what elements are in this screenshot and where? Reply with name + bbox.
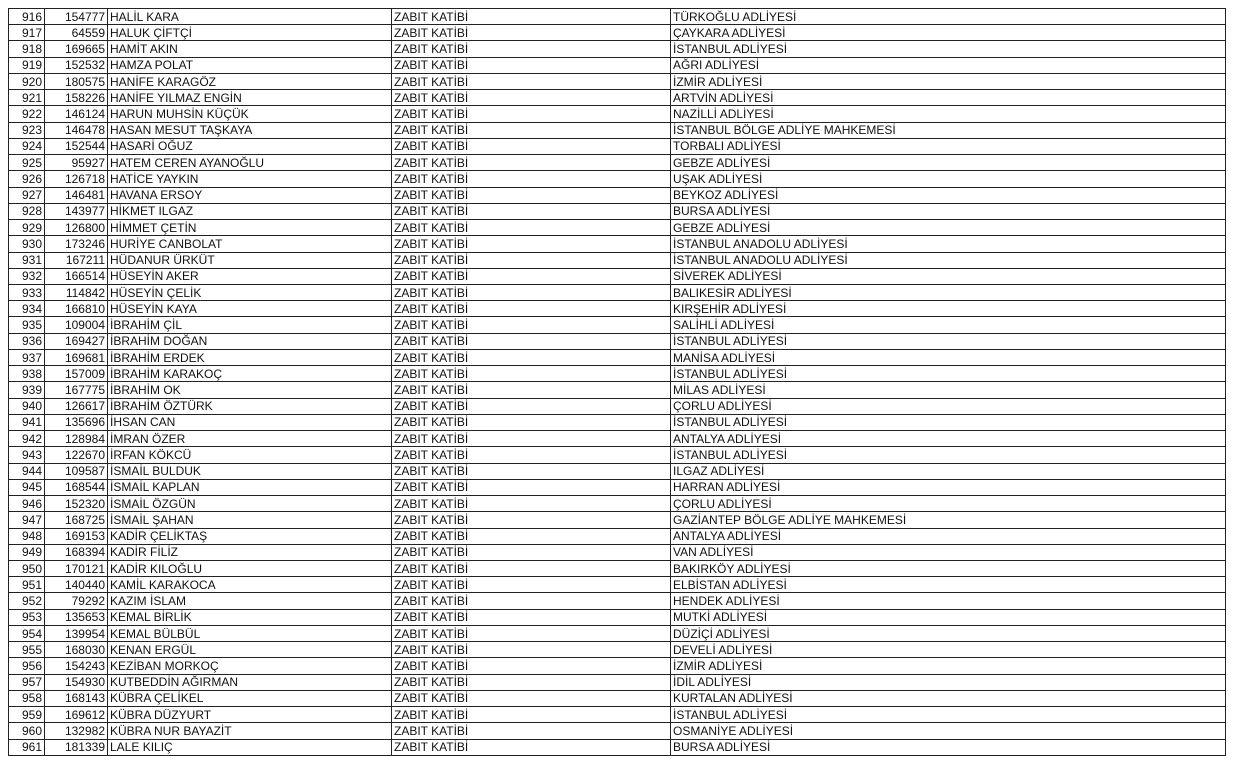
row-number-cell: 938 [9, 366, 45, 382]
registry-number-cell: 168394 [45, 544, 108, 560]
registry-number-cell: 168544 [45, 479, 108, 495]
courthouse-cell: KURTALAN ADLİYESİ [671, 690, 1226, 706]
registry-number-cell: 166810 [45, 301, 108, 317]
courthouse-cell: İSTANBUL ADLİYESİ [671, 414, 1226, 430]
job-title-cell: ZABIT KATİBİ [392, 236, 671, 252]
table-row [9, 57, 1226, 73]
table-row [9, 739, 1226, 755]
row-number-cell: 960 [9, 723, 45, 739]
job-title-cell: ZABIT KATİBİ [392, 642, 671, 658]
job-title-cell: ZABIT KATİBİ [392, 301, 671, 317]
registry-number-cell: 64559 [45, 25, 108, 41]
courthouse-cell: İZMİR ADLİYESİ [671, 73, 1226, 89]
courthouse-cell: GEBZE ADLİYESİ [671, 155, 1226, 171]
table-row [9, 171, 1226, 187]
table-row [9, 317, 1226, 333]
full-name-cell: HÜDANUR ÜRKÜT [108, 252, 392, 268]
row-number-cell: 923 [9, 122, 45, 138]
table-row [9, 73, 1226, 89]
full-name-cell: HÜSEYİN AKER [108, 268, 392, 284]
registry-number-cell: 169153 [45, 528, 108, 544]
registry-number-cell: 173246 [45, 236, 108, 252]
row-number-cell: 959 [9, 707, 45, 723]
row-number-cell: 924 [9, 138, 45, 154]
full-name-cell: HURİYE CANBOLAT [108, 236, 392, 252]
row-number-cell: 953 [9, 609, 45, 625]
courthouse-cell: SİVEREK ADLİYESİ [671, 268, 1226, 284]
job-title-cell: ZABIT KATİBİ [392, 25, 671, 41]
job-title-cell: ZABIT KATİBİ [392, 203, 671, 219]
table-row [9, 220, 1226, 236]
registry-number-cell: 168030 [45, 642, 108, 658]
row-number-cell: 933 [9, 284, 45, 300]
row-number-cell: 947 [9, 512, 45, 528]
courthouse-cell: İSTANBUL ADLİYESİ [671, 41, 1226, 57]
full-name-cell: KENAN ERGÜL [108, 642, 392, 658]
table-row [9, 382, 1226, 398]
courthouse-cell: TÜRKOĞLU ADLİYESİ [671, 9, 1226, 25]
courthouse-cell: ÇORLU ADLİYESİ [671, 496, 1226, 512]
full-name-cell: İHSAN CAN [108, 414, 392, 430]
row-number-cell: 936 [9, 333, 45, 349]
registry-number-cell: 132982 [45, 723, 108, 739]
full-name-cell: KAMİL KARAKOCA [108, 577, 392, 593]
table-body [9, 9, 1226, 756]
table-row [9, 431, 1226, 447]
registry-number-cell: 126617 [45, 398, 108, 414]
job-title-cell: ZABIT KATİBİ [392, 106, 671, 122]
courthouse-cell: OSMANİYE ADLİYESİ [671, 723, 1226, 739]
registry-number-cell: 135653 [45, 609, 108, 625]
table-row [9, 690, 1226, 706]
row-number-cell: 945 [9, 479, 45, 495]
courthouse-cell: BURSA ADLİYESİ [671, 203, 1226, 219]
registry-number-cell: 152320 [45, 496, 108, 512]
registry-number-cell: 181339 [45, 739, 108, 755]
table-row [9, 252, 1226, 268]
courthouse-cell: GEBZE ADLİYESİ [671, 220, 1226, 236]
job-title-cell: ZABIT KATİBİ [392, 496, 671, 512]
registry-number-cell: 143977 [45, 203, 108, 219]
row-number-cell: 926 [9, 171, 45, 187]
courthouse-cell: UŞAK ADLİYESİ [671, 171, 1226, 187]
registry-number-cell: 146124 [45, 106, 108, 122]
table-row [9, 41, 1226, 57]
table-row [9, 447, 1226, 463]
full-name-cell: HÜSEYİN KAYA [108, 301, 392, 317]
job-title-cell: ZABIT KATİBİ [392, 73, 671, 89]
row-number-cell: 957 [9, 674, 45, 690]
row-number-cell: 932 [9, 268, 45, 284]
full-name-cell: KEZİBAN MORKOÇ [108, 658, 392, 674]
job-title-cell: ZABIT KATİBİ [392, 707, 671, 723]
courthouse-cell: İSTANBUL ANADOLU ADLİYESİ [671, 252, 1226, 268]
registry-number-cell: 139954 [45, 625, 108, 641]
job-title-cell: ZABIT KATİBİ [392, 366, 671, 382]
job-title-cell: ZABIT KATİBİ [392, 609, 671, 625]
row-number-cell: 958 [9, 690, 45, 706]
registry-number-cell: 157009 [45, 366, 108, 382]
table-row [9, 301, 1226, 317]
personnel-table [8, 8, 1226, 756]
registry-number-cell: 154243 [45, 658, 108, 674]
full-name-cell: KADİR ÇELİKTAŞ [108, 528, 392, 544]
table-row [9, 658, 1226, 674]
row-number-cell: 948 [9, 528, 45, 544]
row-number-cell: 921 [9, 90, 45, 106]
full-name-cell: HANİFE YILMAZ ENGİN [108, 90, 392, 106]
courthouse-cell: BAKIRKÖY ADLİYESİ [671, 560, 1226, 576]
courthouse-cell: ANTALYA ADLİYESİ [671, 431, 1226, 447]
full-name-cell: KAZIM İSLAM [108, 593, 392, 609]
registry-number-cell: 152532 [45, 57, 108, 73]
row-number-cell: 919 [9, 57, 45, 73]
table-row [9, 122, 1226, 138]
table-row [9, 9, 1226, 25]
courthouse-cell: ELBİSTAN ADLİYESİ [671, 577, 1226, 593]
job-title-cell: ZABIT KATİBİ [392, 284, 671, 300]
registry-number-cell: 109587 [45, 463, 108, 479]
job-title-cell: ZABIT KATİBİ [392, 382, 671, 398]
courthouse-cell: BURSA ADLİYESİ [671, 739, 1226, 755]
table-row [9, 496, 1226, 512]
courthouse-cell: ANTALYA ADLİYESİ [671, 528, 1226, 544]
courthouse-cell: MANİSA ADLİYESİ [671, 349, 1226, 365]
row-number-cell: 943 [9, 447, 45, 463]
job-title-cell: ZABIT KATİBİ [392, 544, 671, 560]
registry-number-cell: 79292 [45, 593, 108, 609]
courthouse-cell: AĞRI ADLİYESİ [671, 57, 1226, 73]
table-row [9, 528, 1226, 544]
full-name-cell: İBRAHİM OK [108, 382, 392, 398]
full-name-cell: KADİR KILOĞLU [108, 560, 392, 576]
full-name-cell: KÜBRA NUR BAYAZİT [108, 723, 392, 739]
job-title-cell: ZABIT KATİBİ [392, 690, 671, 706]
table-row [9, 463, 1226, 479]
full-name-cell: HATEM CEREN AYANOĞLU [108, 155, 392, 171]
courthouse-cell: BALIKESİR ADLİYESİ [671, 284, 1226, 300]
job-title-cell: ZABIT KATİBİ [392, 463, 671, 479]
job-title-cell: ZABIT KATİBİ [392, 528, 671, 544]
job-title-cell: ZABIT KATİBİ [392, 9, 671, 25]
courthouse-cell: VAN ADLİYESİ [671, 544, 1226, 560]
job-title-cell: ZABIT KATİBİ [392, 512, 671, 528]
registry-number-cell: 169665 [45, 41, 108, 57]
job-title-cell: ZABIT KATİBİ [392, 171, 671, 187]
row-number-cell: 929 [9, 220, 45, 236]
table-row [9, 268, 1226, 284]
courthouse-cell: İSTANBUL ADLİYESİ [671, 707, 1226, 723]
row-number-cell: 916 [9, 9, 45, 25]
full-name-cell: KÜBRA DÜZYURT [108, 707, 392, 723]
table-row [9, 236, 1226, 252]
courthouse-cell: NAZİLLİ ADLİYESİ [671, 106, 1226, 122]
full-name-cell: LALE KILIÇ [108, 739, 392, 755]
full-name-cell: İRFAN KÖKCÜ [108, 447, 392, 463]
full-name-cell: HAMZA POLAT [108, 57, 392, 73]
registry-number-cell: 170121 [45, 560, 108, 576]
courthouse-cell: İDİL ADLİYESİ [671, 674, 1226, 690]
full-name-cell: İSMAİL ŞAHAN [108, 512, 392, 528]
full-name-cell: KEMAL BİRLİK [108, 609, 392, 625]
courthouse-cell: İZMİR ADLİYESİ [671, 658, 1226, 674]
row-number-cell: 930 [9, 236, 45, 252]
table-row [9, 593, 1226, 609]
courthouse-cell: DÜZİÇİ ADLİYESİ [671, 625, 1226, 641]
row-number-cell: 949 [9, 544, 45, 560]
registry-number-cell: 167775 [45, 382, 108, 398]
full-name-cell: İBRAHİM ERDEK [108, 349, 392, 365]
job-title-cell: ZABIT KATİBİ [392, 414, 671, 430]
registry-number-cell: 140440 [45, 577, 108, 593]
table-row [9, 366, 1226, 382]
registry-number-cell: 146481 [45, 187, 108, 203]
table-row [9, 333, 1226, 349]
full-name-cell: İMRAN ÖZER [108, 431, 392, 447]
job-title-cell: ZABIT KATİBİ [392, 317, 671, 333]
full-name-cell: HATİCE YAYKIN [108, 171, 392, 187]
courthouse-cell: HARRAN ADLİYESİ [671, 479, 1226, 495]
courthouse-cell: MUTKİ ADLİYESİ [671, 609, 1226, 625]
job-title-cell: ZABIT KATİBİ [392, 333, 671, 349]
job-title-cell: ZABIT KATİBİ [392, 90, 671, 106]
table-row [9, 349, 1226, 365]
row-number-cell: 935 [9, 317, 45, 333]
registry-number-cell: 168143 [45, 690, 108, 706]
job-title-cell: ZABIT KATİBİ [392, 723, 671, 739]
table-row [9, 203, 1226, 219]
courthouse-cell: ÇAYKARA ADLİYESİ [671, 25, 1226, 41]
row-number-cell: 925 [9, 155, 45, 171]
row-number-cell: 931 [9, 252, 45, 268]
job-title-cell: ZABIT KATİBİ [392, 447, 671, 463]
row-number-cell: 955 [9, 642, 45, 658]
job-title-cell: ZABIT KATİBİ [392, 674, 671, 690]
job-title-cell: ZABIT KATİBİ [392, 268, 671, 284]
full-name-cell: KUTBEDDİN AĞIRMAN [108, 674, 392, 690]
full-name-cell: İSMAİL BULDUK [108, 463, 392, 479]
job-title-cell: ZABIT KATİBİ [392, 349, 671, 365]
registry-number-cell: 135696 [45, 414, 108, 430]
registry-number-cell: 122670 [45, 447, 108, 463]
full-name-cell: İBRAHİM KARAKOÇ [108, 366, 392, 382]
registry-number-cell: 126800 [45, 220, 108, 236]
row-number-cell: 944 [9, 463, 45, 479]
registry-number-cell: 128984 [45, 431, 108, 447]
registry-number-cell: 126718 [45, 171, 108, 187]
table-row [9, 674, 1226, 690]
registry-number-cell: 109004 [45, 317, 108, 333]
row-number-cell: 918 [9, 41, 45, 57]
row-number-cell: 950 [9, 560, 45, 576]
row-number-cell: 952 [9, 593, 45, 609]
table-row [9, 642, 1226, 658]
full-name-cell: HİMMET ÇETİN [108, 220, 392, 236]
table-row [9, 723, 1226, 739]
registry-number-cell: 169427 [45, 333, 108, 349]
courthouse-cell: İSTANBUL ADLİYESİ [671, 366, 1226, 382]
table-row [9, 707, 1226, 723]
table-row [9, 479, 1226, 495]
full-name-cell: HASAN MESUT TAŞKAYA [108, 122, 392, 138]
job-title-cell: ZABIT KATİBİ [392, 560, 671, 576]
row-number-cell: 942 [9, 431, 45, 447]
job-title-cell: ZABIT KATİBİ [392, 187, 671, 203]
row-number-cell: 917 [9, 25, 45, 41]
row-number-cell: 937 [9, 349, 45, 365]
courthouse-cell: GAZİANTEP BÖLGE ADLİYE MAHKEMESİ [671, 512, 1226, 528]
full-name-cell: HAMİT AKIN [108, 41, 392, 57]
courthouse-cell: KIRŞEHİR ADLİYESİ [671, 301, 1226, 317]
job-title-cell: ZABIT KATİBİ [392, 479, 671, 495]
row-number-cell: 940 [9, 398, 45, 414]
job-title-cell: ZABIT KATİBİ [392, 577, 671, 593]
full-name-cell: İBRAHİM ÖZTÜRK [108, 398, 392, 414]
registry-number-cell: 180575 [45, 73, 108, 89]
full-name-cell: HALİL KARA [108, 9, 392, 25]
job-title-cell: ZABIT KATİBİ [392, 57, 671, 73]
courthouse-cell: TORBALI ADLİYESİ [671, 138, 1226, 154]
courthouse-cell: MİLAS ADLİYESİ [671, 382, 1226, 398]
full-name-cell: KÜBRA ÇELİKEL [108, 690, 392, 706]
full-name-cell: HÜSEYİN ÇELİK [108, 284, 392, 300]
table-row [9, 187, 1226, 203]
registry-number-cell: 154930 [45, 674, 108, 690]
table-row [9, 106, 1226, 122]
job-title-cell: ZABIT KATİBİ [392, 220, 671, 236]
registry-number-cell: 168725 [45, 512, 108, 528]
full-name-cell: İBRAHİM ÇİL [108, 317, 392, 333]
courthouse-cell: HENDEK ADLİYESİ [671, 593, 1226, 609]
full-name-cell: HASARİ OĞUZ [108, 138, 392, 154]
row-number-cell: 927 [9, 187, 45, 203]
job-title-cell: ZABIT KATİBİ [392, 431, 671, 447]
courthouse-cell: ARTVİN ADLİYESİ [671, 90, 1226, 106]
full-name-cell: HALUK ÇİFTÇİ [108, 25, 392, 41]
full-name-cell: HİKMET ILGAZ [108, 203, 392, 219]
row-number-cell: 920 [9, 73, 45, 89]
job-title-cell: ZABIT KATİBİ [392, 41, 671, 57]
job-title-cell: ZABIT KATİBİ [392, 252, 671, 268]
row-number-cell: 934 [9, 301, 45, 317]
registry-number-cell: 154777 [45, 9, 108, 25]
row-number-cell: 922 [9, 106, 45, 122]
table-row [9, 609, 1226, 625]
row-number-cell: 961 [9, 739, 45, 755]
table-row [9, 155, 1226, 171]
job-title-cell: ZABIT KATİBİ [392, 398, 671, 414]
row-number-cell: 939 [9, 382, 45, 398]
registry-number-cell: 158226 [45, 90, 108, 106]
registry-number-cell: 95927 [45, 155, 108, 171]
table-row [9, 138, 1226, 154]
row-number-cell: 941 [9, 414, 45, 430]
table-row [9, 544, 1226, 560]
courthouse-cell: SALİHLİ ADLİYESİ [671, 317, 1226, 333]
job-title-cell: ZABIT KATİBİ [392, 122, 671, 138]
courthouse-cell: ILGAZ ADLİYESİ [671, 463, 1226, 479]
job-title-cell: ZABIT KATİBİ [392, 739, 671, 755]
courthouse-cell: DEVELİ ADLİYESİ [671, 642, 1226, 658]
courthouse-cell: İSTANBUL ANADOLU ADLİYESİ [671, 236, 1226, 252]
registry-number-cell: 167211 [45, 252, 108, 268]
row-number-cell: 951 [9, 577, 45, 593]
registry-number-cell: 114842 [45, 284, 108, 300]
table-row [9, 414, 1226, 430]
table-row [9, 577, 1226, 593]
full-name-cell: HAVANA ERSOY [108, 187, 392, 203]
registry-number-cell: 169681 [45, 349, 108, 365]
table-row [9, 25, 1226, 41]
full-name-cell: İSMAİL KAPLAN [108, 479, 392, 495]
registry-number-cell: 166514 [45, 268, 108, 284]
table-row [9, 625, 1226, 641]
table-row [9, 90, 1226, 106]
row-number-cell: 946 [9, 496, 45, 512]
table-row [9, 560, 1226, 576]
full-name-cell: İSMAİL ÖZGÜN [108, 496, 392, 512]
row-number-cell: 928 [9, 203, 45, 219]
table-row [9, 512, 1226, 528]
registry-number-cell: 146478 [45, 122, 108, 138]
courthouse-cell: İSTANBUL ADLİYESİ [671, 333, 1226, 349]
courthouse-cell: İSTANBUL ADLİYESİ [671, 447, 1226, 463]
full-name-cell: KADİR FİLİZ [108, 544, 392, 560]
courthouse-cell: ÇORLU ADLİYESİ [671, 398, 1226, 414]
registry-number-cell: 152544 [45, 138, 108, 154]
table-row [9, 284, 1226, 300]
job-title-cell: ZABIT KATİBİ [392, 138, 671, 154]
full-name-cell: HANİFE KARAGÖZ [108, 73, 392, 89]
courthouse-cell: İSTANBUL BÖLGE ADLİYE MAHKEMESİ [671, 122, 1226, 138]
row-number-cell: 956 [9, 658, 45, 674]
table-row [9, 398, 1226, 414]
registry-number-cell: 169612 [45, 707, 108, 723]
full-name-cell: HARUN MUHSİN KÜÇÜK [108, 106, 392, 122]
full-name-cell: İBRAHİM DOĞAN [108, 333, 392, 349]
job-title-cell: ZABIT KATİBİ [392, 155, 671, 171]
full-name-cell: KEMAL BÜLBÜL [108, 625, 392, 641]
job-title-cell: ZABIT KATİBİ [392, 658, 671, 674]
courthouse-cell: BEYKOZ ADLİYESİ [671, 187, 1226, 203]
row-number-cell: 954 [9, 625, 45, 641]
job-title-cell: ZABIT KATİBİ [392, 593, 671, 609]
job-title-cell: ZABIT KATİBİ [392, 625, 671, 641]
